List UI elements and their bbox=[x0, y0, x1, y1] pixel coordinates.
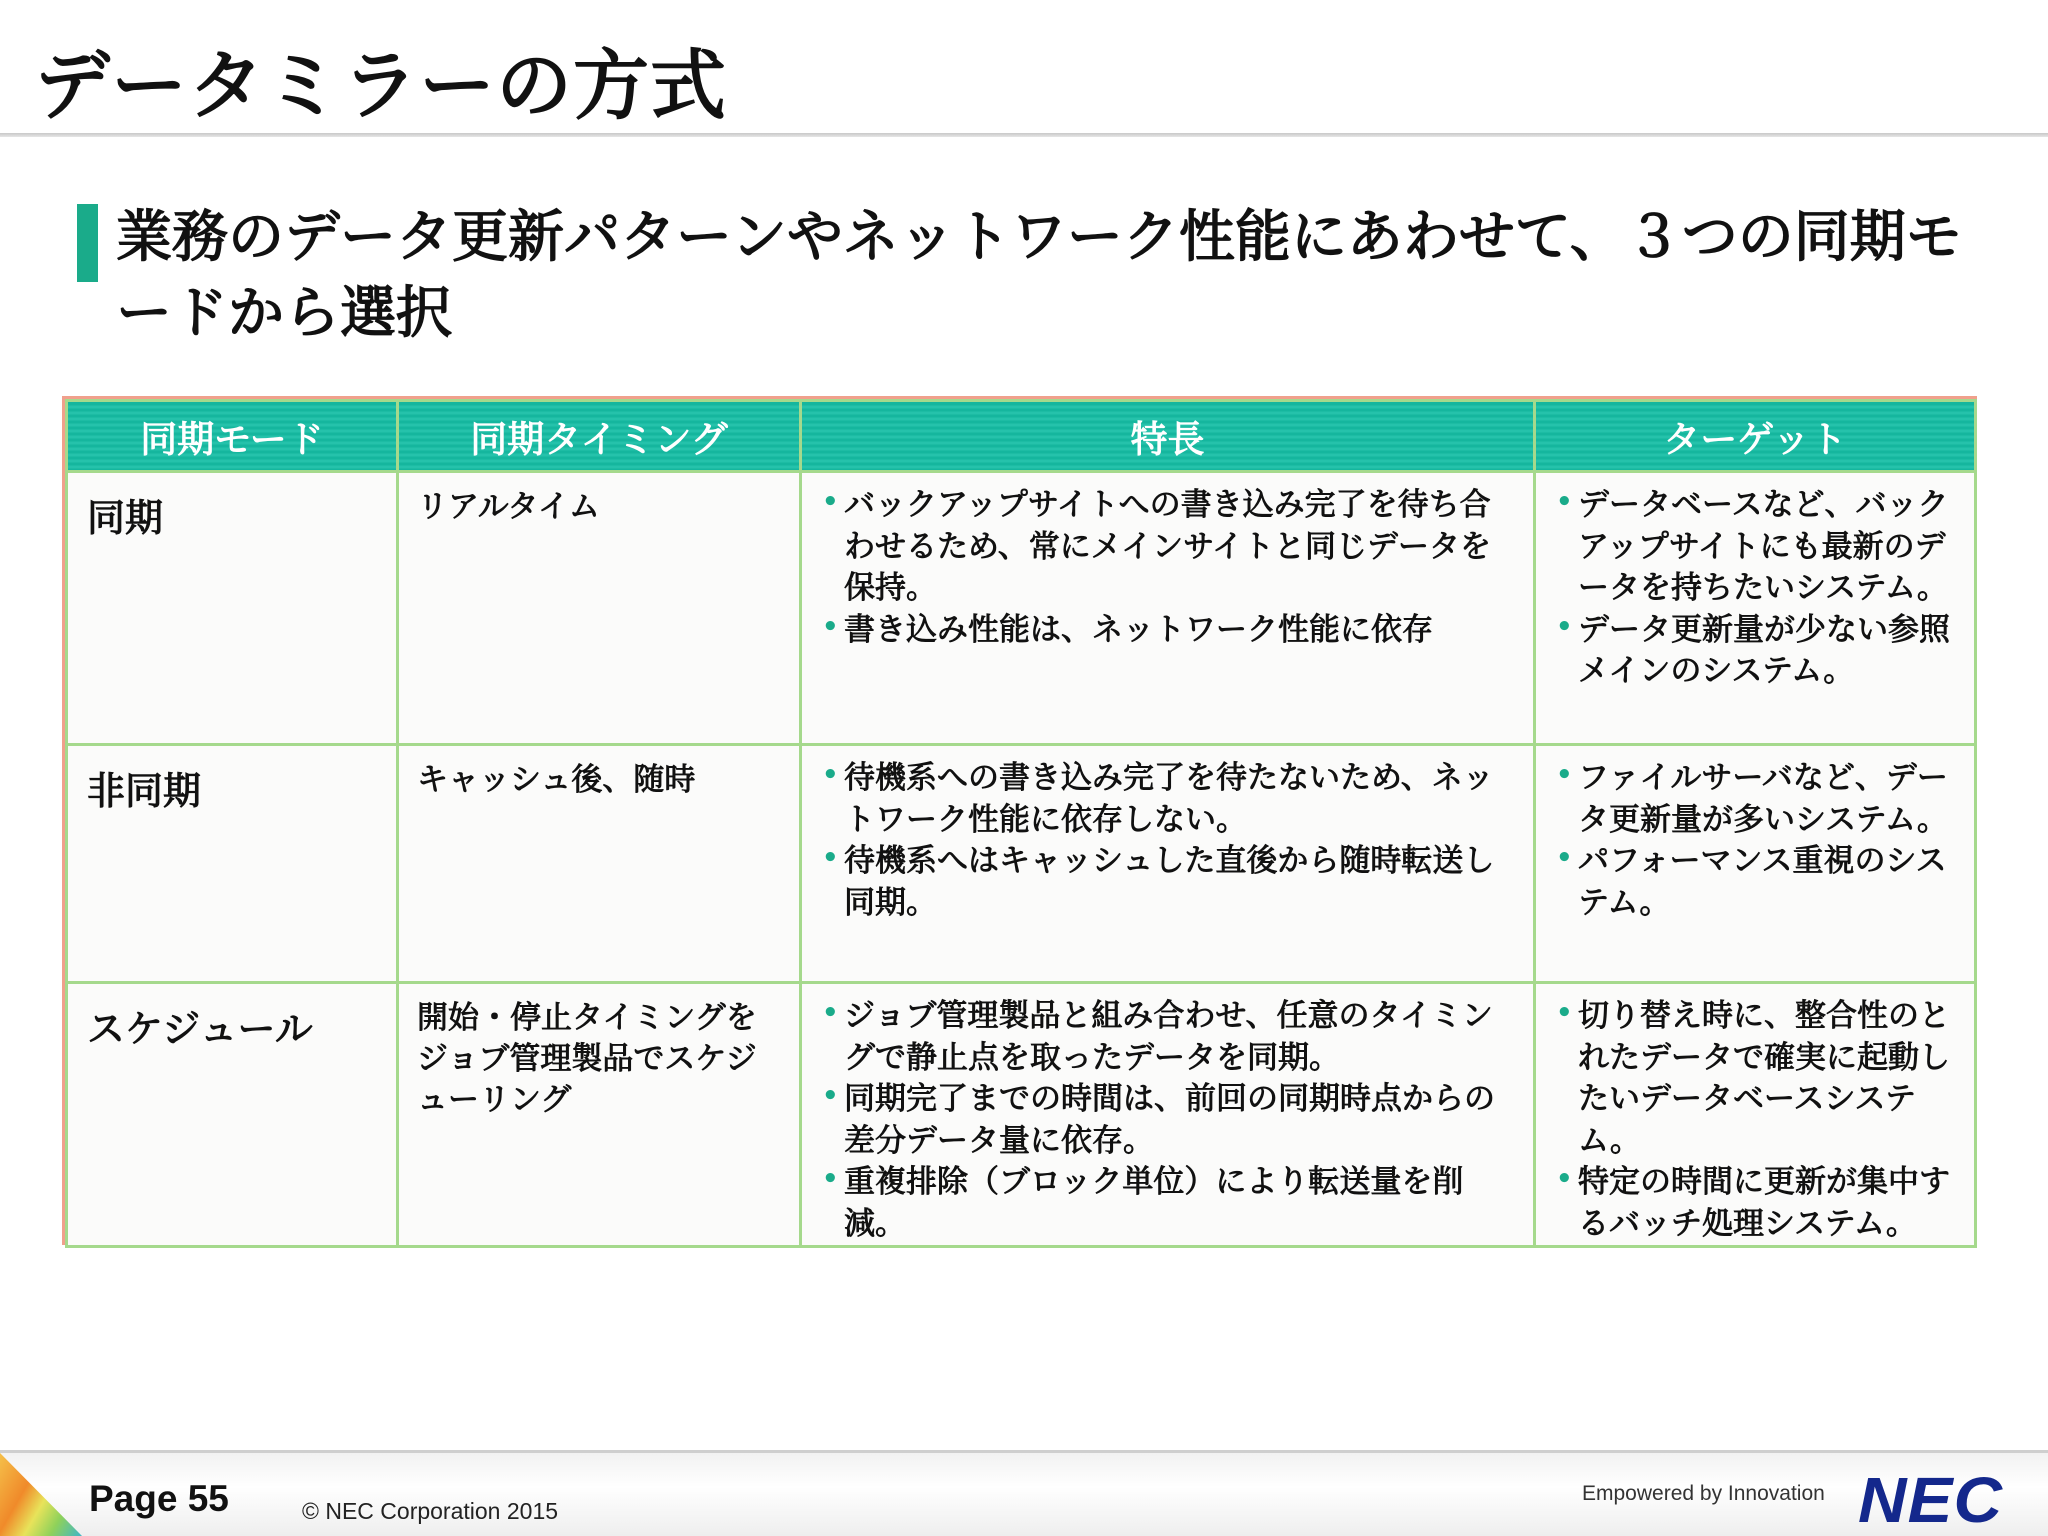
sync-mode-table-grid bbox=[65, 399, 1977, 1248]
slide-subtitle: 業務のデータ更新パターンやネットワーク性能にあわせて、３つの同期モードから選択 bbox=[116, 205, 1962, 347]
timing-cell: リアルタイム bbox=[398, 472, 801, 745]
mode-cell: スケジュール bbox=[67, 983, 398, 1247]
table-row bbox=[67, 745, 1976, 983]
targets-cell bbox=[1535, 983, 1976, 1247]
title-divider bbox=[0, 133, 2048, 137]
feature-item: • 書き込み性能は、ネットワーク性能に依存 bbox=[822, 610, 1521, 652]
target-item: • ファイルサーバなど、データ更新量が多いシステム。 bbox=[1556, 758, 1962, 841]
nec-logo: NEC bbox=[1858, 1464, 2004, 1536]
target-item: • 特定の時間に更新が集中するバッチ処理システム。 bbox=[1556, 1162, 1962, 1245]
brand-tagline: Empowered by Innovation bbox=[1582, 1482, 1825, 1505]
page-number: Page 55 bbox=[89, 1478, 229, 1519]
sync-mode-table bbox=[62, 396, 1977, 1245]
feature-item: • 重複排除（ブロック単位）により転送量を削減。 bbox=[822, 1162, 1521, 1245]
features-list bbox=[802, 984, 1533, 1245]
target-item: • データベースなど、バックアップサイトにも最新のデータを持ちたいシステム。 bbox=[1556, 485, 1962, 610]
table-row bbox=[67, 983, 1976, 1247]
timing-cell: 開始・停止タイミングをジョブ管理製品でスケジューリング bbox=[398, 983, 801, 1247]
features-cell bbox=[801, 745, 1535, 983]
mode-cell: 同期 bbox=[67, 472, 398, 745]
targets-list bbox=[1536, 746, 1974, 924]
features-cell bbox=[801, 983, 1535, 1247]
targets-list bbox=[1536, 473, 1974, 693]
copyright: © NEC Corporation 2015 bbox=[302, 1498, 559, 1524]
targets-list bbox=[1536, 984, 1974, 1245]
feature-item: • 待機系へはキャッシュした直後から随時転送し同期。 bbox=[822, 841, 1521, 924]
target-item: • パフォーマンス重視のシステム。 bbox=[1556, 841, 1962, 924]
features-list bbox=[802, 746, 1533, 924]
timing-cell: キャッシュ後、随時 bbox=[398, 745, 801, 983]
table-row bbox=[67, 472, 1976, 745]
table-header-row bbox=[67, 401, 1976, 472]
feature-item: • 同期完了までの時間は、前回の同期時点からの差分データ量に依存。 bbox=[822, 1079, 1521, 1162]
targets-cell bbox=[1535, 745, 1976, 983]
header-sync-mode: 同期モード bbox=[67, 401, 398, 472]
feature-item: • バックアップサイトへの書き込み完了を待ち合わせるため、常にメインサイトと同じデータを保持。 bbox=[822, 485, 1521, 610]
target-item: • 切り替え時に、整合性のとれたデータで確実に起動したいデータベースシステム。 bbox=[1556, 996, 1962, 1162]
feature-item: • 待機系への書き込み完了を待たないため、ネットワーク性能に依存しない。 bbox=[822, 758, 1521, 841]
header-features: 特長 bbox=[801, 401, 1535, 472]
header-target: ターゲット bbox=[1535, 401, 1976, 472]
targets-cell bbox=[1535, 472, 1976, 745]
features-list bbox=[802, 473, 1533, 651]
feature-item: • ジョブ管理製品と組み合わせ、任意のタイミングで静止点を取ったデータを同期。 bbox=[822, 996, 1521, 1079]
slide-title: データミラーの方式 bbox=[34, 41, 727, 130]
features-cell bbox=[801, 472, 1535, 745]
mode-cell: 非同期 bbox=[67, 745, 398, 983]
header-sync-timing: 同期タイミング bbox=[398, 401, 801, 472]
subtitle-accent-bar bbox=[77, 204, 98, 282]
target-item: • データ更新量が少ない参照メインのシステム。 bbox=[1556, 610, 1962, 693]
